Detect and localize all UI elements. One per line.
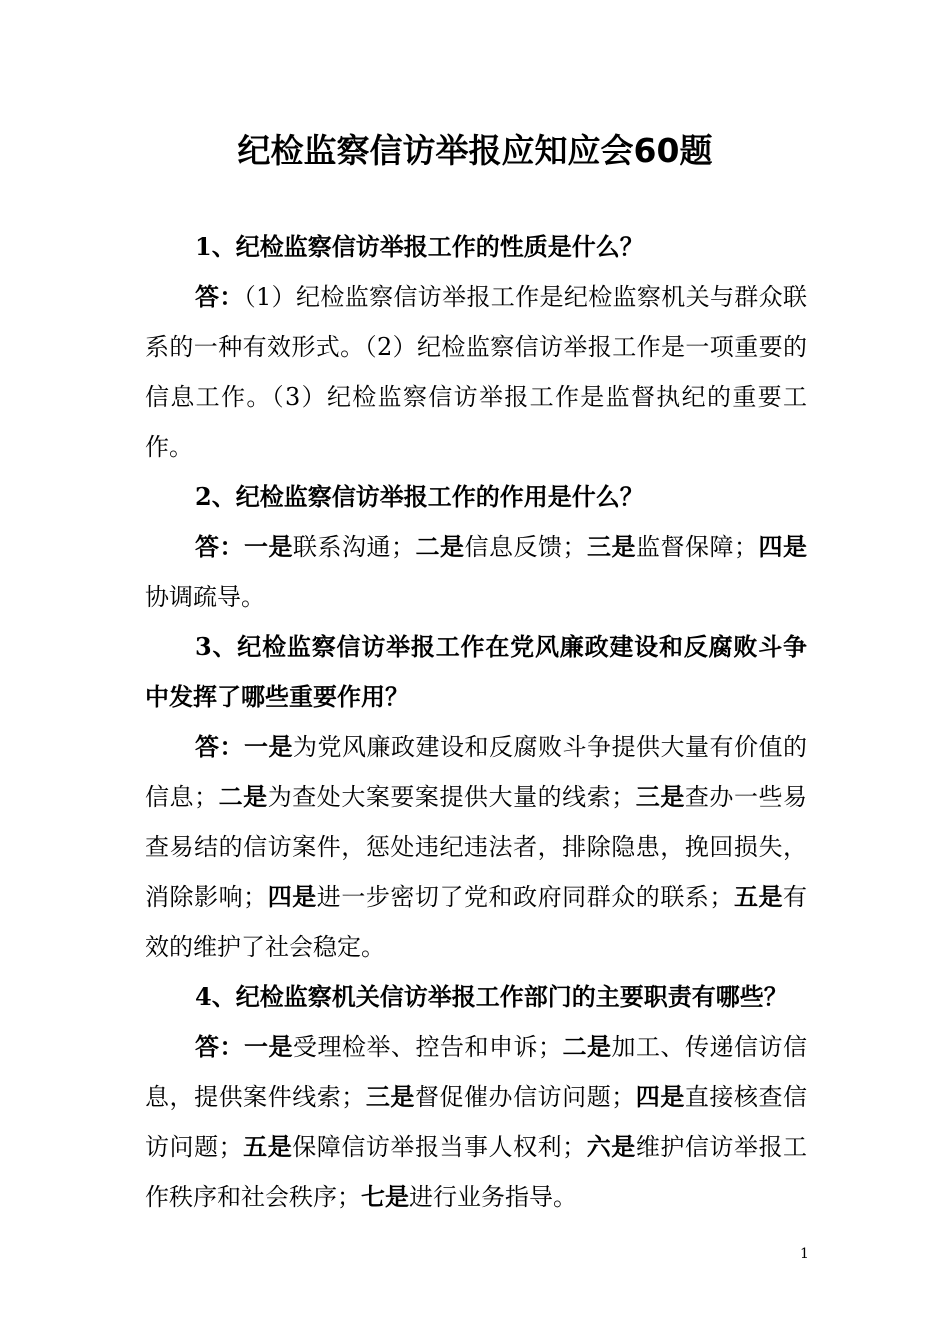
answer-text: 直接核查信访问题； (145, 1083, 808, 1161)
question-2: 2、纪检监察信访举报工作的作用是什么？ (195, 482, 644, 511)
answer-text: 为党风廉政建设和反腐败斗争提供大量有价值的信息； (145, 733, 807, 811)
answer-keyword: 四是 (267, 882, 317, 911)
answer-keyword: 二是 (415, 532, 465, 561)
answer-keyword: 一是 (244, 1032, 293, 1061)
answer-text: 督促催办信访问题； (414, 1083, 636, 1111)
answer-text: 查办一些易查易结的信访案件，惩处违纪违法者，排除隐患，挽回损失，消除影响； (145, 783, 808, 911)
answer-keyword: 三是 (635, 782, 685, 811)
question-3: 3、纪检监察信访举报工作在党风廉政建设和反腐败斗争中发挥了哪些重要作用？ (145, 632, 807, 711)
answer-keyword: 六是 (586, 1132, 636, 1161)
answer-keyword: 一是 (244, 732, 293, 761)
answer-text: 进一步密切了党和政府同群众的联系； (316, 883, 734, 911)
answer-keyword: 七是 (361, 1182, 409, 1211)
answer-text: 有效的维护了社会稳定。 (145, 883, 808, 961)
answer-text: 协调疏导。 (145, 583, 265, 611)
answer-keyword: 五是 (242, 1132, 293, 1161)
answer-label: 答： (195, 1032, 244, 1061)
answer-keyword: 五是 (733, 882, 784, 911)
answer-label: 答： (195, 532, 244, 561)
answer-keyword: 四是 (758, 532, 807, 561)
answer-text: 进行业务指导。 (409, 1183, 577, 1211)
answer-keyword: 一是 (244, 532, 293, 561)
question-1: 1、纪检监察信访举报工作的性质是什么？ (195, 232, 644, 261)
answer-2 (145, 522, 807, 622)
answer-text: 受理检举、控告和申诉； (293, 1033, 562, 1061)
answer-text: 监督保障； (636, 533, 758, 561)
answer-keyword: 二是 (562, 1032, 612, 1061)
answer-text: 加工、传递信访信息，提供案件线索； (145, 1033, 807, 1111)
answer-text: 信息反馈； (464, 533, 587, 561)
question-4: 4、纪检监察机关信访举报工作部门的主要职责有哪些？ (195, 982, 788, 1011)
answer-label: 答： (195, 732, 244, 761)
answer-text: 联系沟通； (293, 533, 415, 561)
answer-text: 维护信访举报工作秩序和社会秩序； (145, 1133, 808, 1211)
answer-keyword: 二是 (218, 782, 268, 811)
answer-3 (145, 722, 807, 972)
answer-text: （1）纪检监察信访举报工作是纪检监察机关与群众联系的一种有效形式。（2）纪检监察信访举报工作是一项重要的信息工作。（3）纪检监察信访举报工作是监督执纪的重要工作。 (145, 283, 807, 461)
document-title: 纪检监察信访举报应知应会60题 (237, 131, 713, 170)
answer-keyword: 三是 (365, 1082, 415, 1111)
answer-text: 为查处大案要案提供大量的线索； (267, 783, 636, 811)
answer-keyword: 四是 (635, 1082, 685, 1111)
answer-label: 答： (195, 282, 244, 311)
answer-keyword: 三是 (586, 532, 636, 561)
page-number: 1 (800, 1246, 809, 1262)
answer-1 (145, 272, 807, 472)
answer-text: 保障信访举报当事人权利； (292, 1133, 587, 1161)
answer-4 (145, 1022, 807, 1222)
